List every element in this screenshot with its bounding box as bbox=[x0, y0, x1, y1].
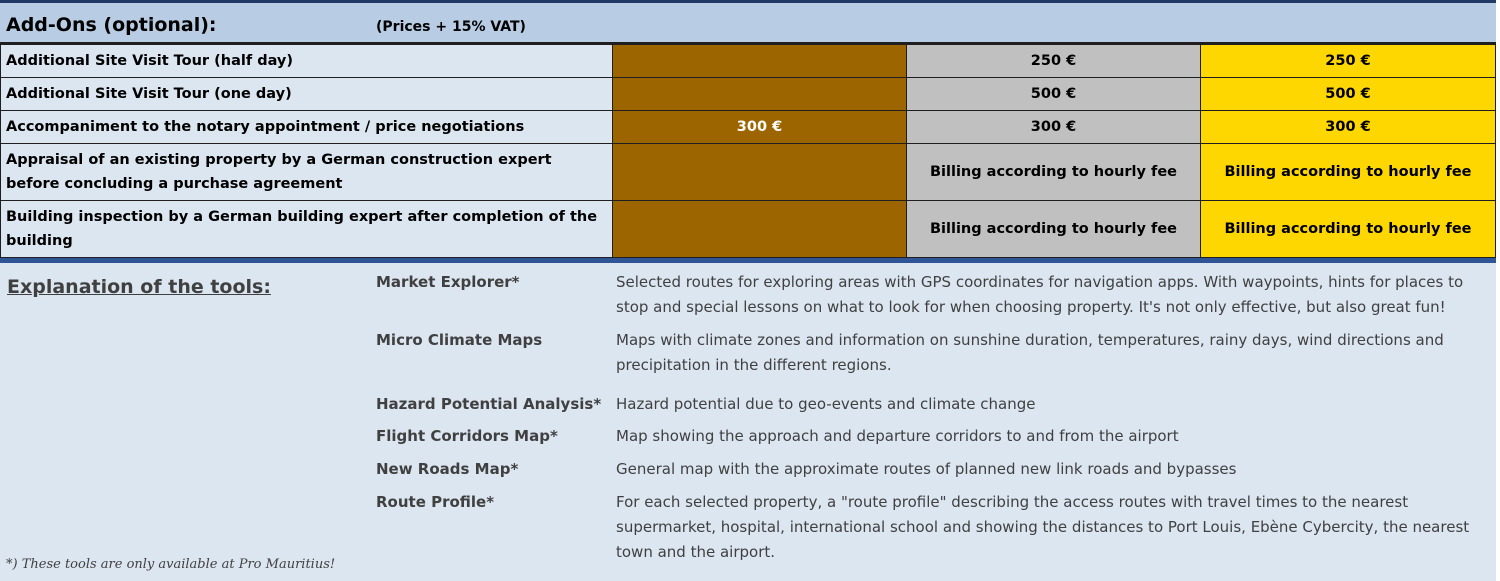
price-cell-tier2: Billing according to hourly fee bbox=[907, 201, 1201, 258]
tool-description: Hazard potential due to geo-events and climate change bbox=[616, 395, 1036, 413]
tool-description: For each selected property, a "route profile" describing the access routes with travel times to the nearest supermarket, hospital, international school and showing the distances to Port Louis, Ebène Cybercity, the nearest town and the airport. bbox=[616, 493, 1470, 561]
price-cell-tier1 bbox=[613, 45, 907, 78]
price-cell-tier2: 300 € bbox=[907, 111, 1201, 144]
table-row bbox=[1, 201, 1496, 258]
tool-name: Market Explorer* bbox=[376, 273, 520, 291]
price-cell-tier1 bbox=[613, 78, 907, 111]
price-cell-tier1 bbox=[613, 201, 907, 258]
price-cell-tier3: 250 € bbox=[1201, 45, 1496, 78]
table-row bbox=[1, 45, 1496, 78]
table-row bbox=[1, 111, 1496, 144]
addons-header bbox=[0, 0, 1496, 44]
addon-label: Accompaniment to the notary appointment / price negotiations bbox=[1, 111, 613, 144]
addon-label: Additional Site Visit Tour (one day) bbox=[1, 78, 613, 111]
tool-description: Map showing the approach and departure corridors to and from the airport bbox=[616, 427, 1179, 445]
tool-name: Micro Climate Maps bbox=[376, 331, 543, 349]
price-cell-tier1: 300 € bbox=[613, 111, 907, 144]
tool-name: Route Profile* bbox=[376, 493, 495, 511]
table-row bbox=[1, 144, 1496, 201]
addon-label: Appraisal of an existing property by a German construction expert before concluding a purchase agreement bbox=[1, 144, 613, 201]
addon-label: Building inspection by a German building expert after completion of the building bbox=[1, 201, 613, 258]
table-row bbox=[1, 78, 1496, 111]
tools-explanation bbox=[0, 263, 1496, 581]
tool-description: General map with the approximate routes of planned new link roads and bypasses bbox=[616, 460, 1237, 478]
price-cell-tier1 bbox=[613, 144, 907, 201]
tool-description: Maps with climate zones and information on sunshine duration, temperatures, rainy days, wind directions and precipitation in the different regions. bbox=[616, 331, 1444, 374]
explanation-heading: Explanation of the tools: bbox=[7, 276, 271, 298]
tools-footnote: *) These tools are only available at Pro Mauritius! bbox=[6, 557, 336, 572]
addons-table bbox=[0, 44, 1496, 258]
vat-note: (Prices + 15% VAT) bbox=[376, 19, 526, 35]
price-cell-tier2: 250 € bbox=[907, 45, 1201, 78]
price-cell-tier2: Billing according to hourly fee bbox=[907, 144, 1201, 201]
tool-description: Selected routes for exploring areas with GPS coordinates for navigation apps. With waypoints, hints for places to stop and special lessons on what to look for when choosing property. It's not only effective, but also great fun! bbox=[616, 273, 1464, 316]
addons-title: Add-Ons (optional): bbox=[6, 14, 217, 36]
tool-name: Hazard Potential Analysis* bbox=[376, 395, 602, 413]
price-cell-tier3: 300 € bbox=[1201, 111, 1496, 144]
price-cell-tier3: Billing according to hourly fee bbox=[1201, 144, 1496, 201]
addon-label: Additional Site Visit Tour (half day) bbox=[1, 45, 613, 78]
price-cell-tier3: Billing according to hourly fee bbox=[1201, 201, 1496, 258]
price-cell-tier2: 500 € bbox=[907, 78, 1201, 111]
price-cell-tier3: 500 € bbox=[1201, 78, 1496, 111]
tool-name: New Roads Map* bbox=[376, 460, 519, 478]
tool-name: Flight Corridors Map* bbox=[376, 427, 558, 445]
